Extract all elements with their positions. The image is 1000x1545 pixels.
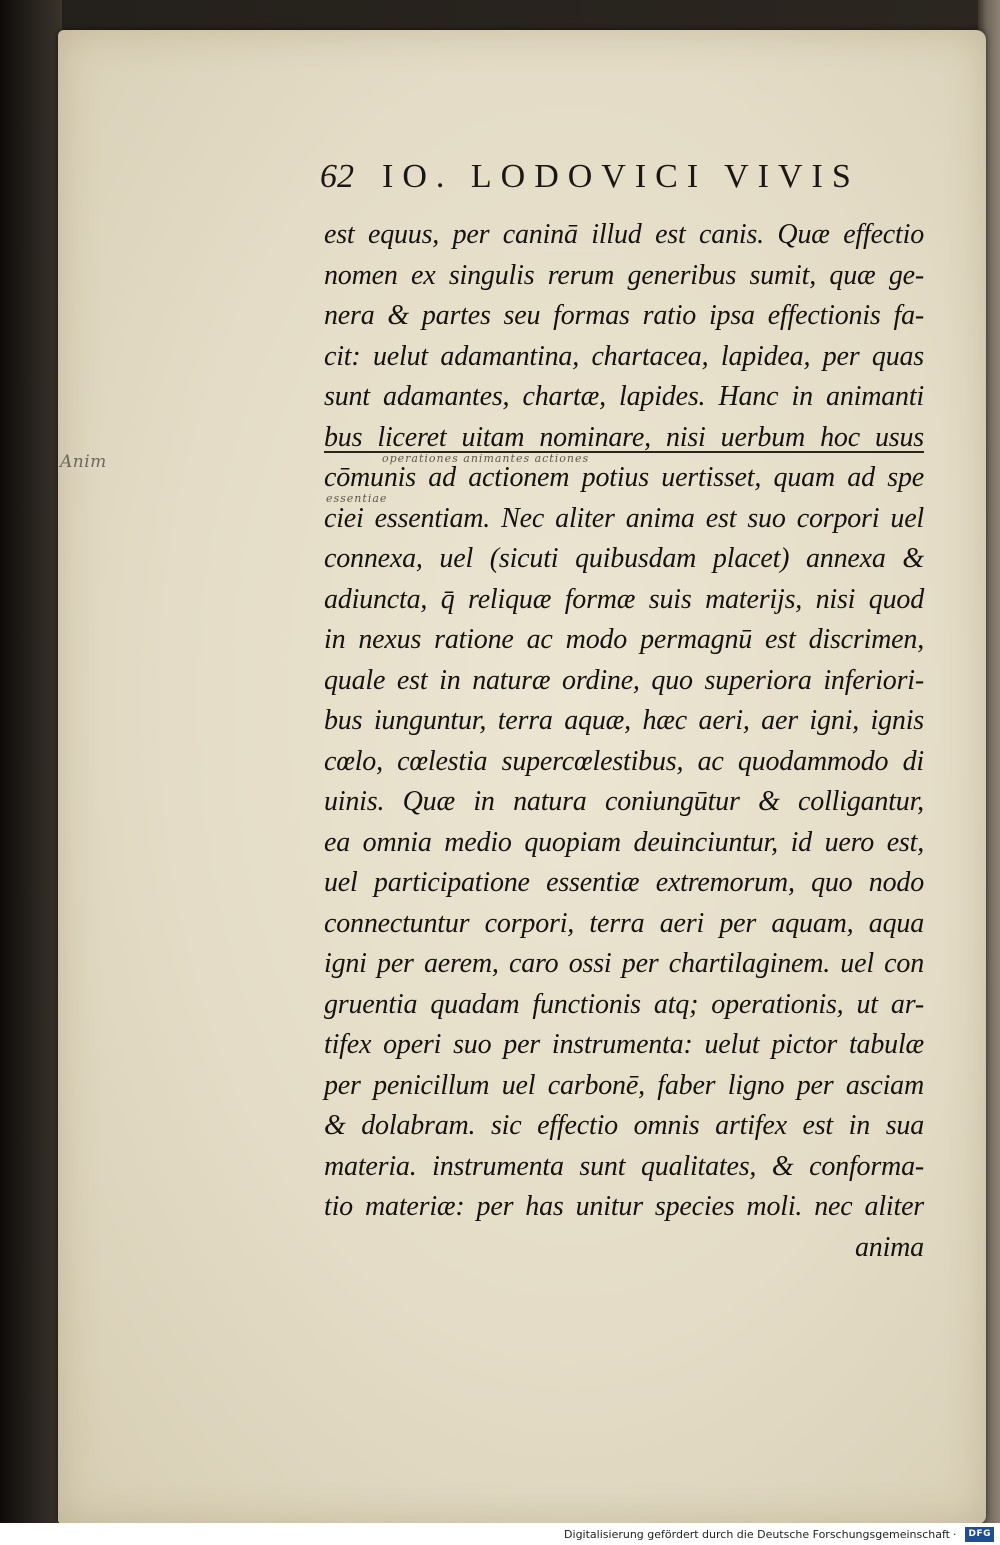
text-line: uinis. Quæ in natura coniungūtur & colligantur,: [324, 786, 924, 817]
text-line: connectuntur corpori, terra aeri per aquam, aqua: [324, 907, 924, 939]
text-line: ciei essentiam. Nec aliter anima est suo corpori uel: [324, 502, 924, 534]
text-line: tio materiæ: per has unitur species moli. nec aliter: [324, 1191, 924, 1222]
text-line: in nexus ratione ac modo permagnū est discrimen,: [324, 624, 924, 655]
book-spine-edge: [0, 0, 62, 1545]
catchword: anima: [854, 1231, 924, 1263]
text-line: uel participatione essentiæ extremorum, quo nodo: [324, 867, 924, 898]
text-line: gruentia quadam functionis atq; operationis, ut ar-: [324, 988, 924, 1020]
text-line: cœlo, cœlestia supercœlestibus, ac quodammodo di: [324, 745, 924, 777]
text-line: quale est in naturæ ordine, quo superiora inferiori-: [324, 664, 924, 696]
text-line: sunt adamantes, chartæ, lapides. Hanc in animanti: [324, 381, 924, 412]
text-line: nera & partes seu formas ratio ipsa effectionis fa-: [324, 300, 924, 331]
text-line: est equus, per caninā illud est canis. Quæ effectio: [324, 219, 924, 250]
text-line: cōmunis ad actionem potius uertisset, quam ad spe: [324, 462, 924, 493]
text-line-underlined: bus liceret uitam nominare, nisi uerbum hoc usus: [324, 421, 924, 453]
marginal-annotation: Anim: [60, 452, 107, 472]
running-head: [320, 158, 880, 196]
text-line: materia. instrumenta sunt qualitates, & conforma-: [324, 1150, 924, 1182]
interlinear-gloss: operationes animantes actiones: [382, 452, 590, 465]
text-line: connexa, uel (sicuti quibusdam placet) annexa &: [324, 543, 924, 574]
footer-separator: ·: [952, 1527, 957, 1541]
page-number: 62: [320, 158, 354, 195]
text-line: & dolabram. sic effectio omnis artifex est in sua: [324, 1110, 924, 1141]
running-head-title: IO. LODOVICI VIVIS: [382, 158, 860, 195]
digitization-footer: [0, 1523, 1000, 1545]
interlinear-gloss: essentiae: [326, 492, 388, 505]
text-line: cit: uelut adamantina, chartacea, lapidea, per quas: [324, 340, 924, 372]
dfg-logo-icon: DFG: [965, 1527, 994, 1542]
text-line: ea omnia medio quopiam deuinciuntur, id uero est,: [324, 826, 924, 858]
text-line: per penicillum uel carbonē, faber ligno per asciam: [324, 1069, 924, 1101]
text-line: igni per aerem, caro ossi per chartilaginem. uel con: [324, 948, 924, 979]
text-line: bus iunguntur, terra aquæ, hæc aeri, aer igni, ignis: [324, 705, 924, 736]
text-line: adiuncta, q̄ reliquæ formæ suis materijs, nisi quod: [324, 583, 924, 615]
body-text: [324, 215, 924, 1268]
text-line: nomen ex singulis rerum generibus sumit, quæ ge-: [324, 259, 924, 291]
text-line: tifex operi suo per instrumenta: uelut pictor tabulæ: [324, 1029, 924, 1060]
footer-credit: Digitalisierung gefördert durch die Deutsche Forschungsgemeinschaft: [564, 1527, 950, 1541]
